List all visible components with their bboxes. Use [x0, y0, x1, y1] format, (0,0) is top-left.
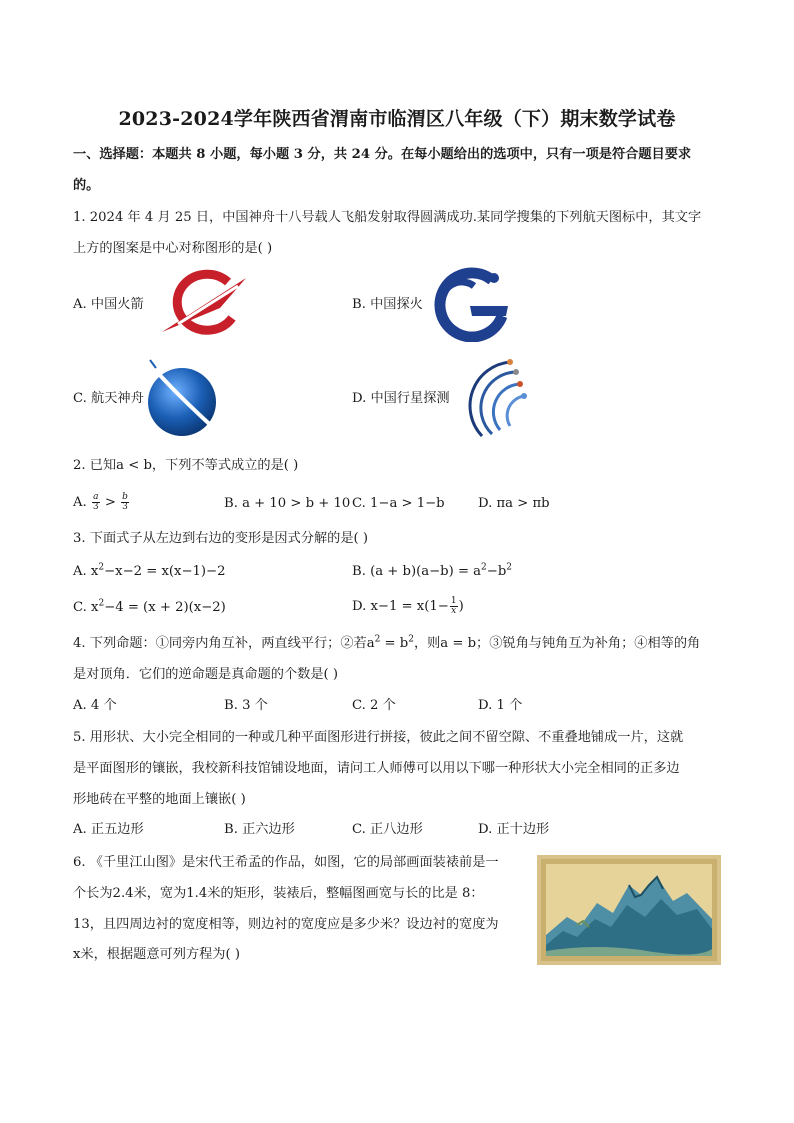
q3-stem: 3. 下面式子从左边到右边的变形是因式分解的是( )	[73, 531, 369, 546]
q5-stem-line3: 形地砖在平整的地面上镶嵌( )	[73, 792, 246, 807]
q6-stem-line3: 13，且四周边衬的宽度相等，则边衬的宽度应是多少米？设边衬的宽度为	[73, 917, 499, 932]
shenzhou-logo-icon	[140, 358, 220, 442]
q3-d-post: )	[458, 599, 464, 614]
q2-stem: 2. 已知a < b，下列不等式成立的是( )	[73, 458, 299, 473]
q2-option-a-prefix: A.	[73, 495, 87, 510]
q3-b-pre: B. (a + b)(a−b) = a	[352, 564, 482, 579]
q3-a-post: −x−2 = x(x−1)−2	[104, 564, 226, 579]
q5-option-d: D. 正十边形	[478, 822, 550, 837]
q1-option-d: D. 中国行星探测	[352, 391, 450, 406]
mars-probe-logo-icon	[422, 266, 514, 342]
q2-option-a	[73, 493, 130, 512]
q6-stem-line1: 6. 《千里江山图》是宋代王希孟的作品，如图，它的局部画面装裱前是一	[73, 855, 499, 870]
q3-option-c	[73, 599, 226, 617]
q4-option-d: D. 1 个	[478, 698, 523, 713]
q2-option-d: D. πa > πb	[478, 496, 550, 511]
q5-stem-line1: 5. 用形状、大小完全相同的一种或几种平面图形进行拼接，彼此之间不留空隙、不重叠地铺成一片，这就	[73, 730, 684, 745]
q2-option-b: B. a + 10 > b + 10	[224, 496, 351, 511]
q1-stem-line2: 上方的图案是中心对称图形的是( )	[73, 241, 273, 256]
q4-stem-line2: 是对顶角．它们的逆命题是真命题的个数是( )	[73, 667, 339, 682]
q4-line1-b: = b	[380, 636, 409, 651]
q6-stem-line2: 个长为2.4米，宽为1.4米的矩形，装裱后，整幅图画宽与长的比是 8：	[73, 886, 484, 901]
q2-fraction-a	[92, 493, 100, 512]
q3-a-pre: A. x	[73, 564, 99, 579]
q3-d-fraction	[450, 597, 458, 616]
section-heading: 一、选择题：本题共 8 小题，每小题 3 分，共 24 分。在每小题给出的选项中，只有一项是符合题目要求	[73, 147, 692, 162]
q2-fraction-b-num: b	[122, 492, 128, 502]
q4-line1-sup2: 2	[408, 634, 414, 645]
q1-option-b: B. 中国探火	[352, 297, 423, 312]
q3-a-sup: 2	[98, 562, 105, 573]
landscape-painting-image	[537, 855, 721, 965]
planet-probe-logo-icon	[452, 356, 532, 442]
q3-c-sup: 2	[98, 598, 105, 609]
q3-b-sup2: 2	[506, 562, 513, 573]
q3-d-den: x	[451, 606, 457, 616]
q2-fraction-b	[121, 493, 129, 512]
q5-option-a: A. 正五边形	[73, 822, 144, 837]
q1-stem-line1: 1. 2024 年 4 月 25 日，中国神舟十八号载人飞船发射取得圆满成功.某同学搜集的下列航天图标中，其文字	[73, 210, 702, 225]
q4-option-a: A. 4 个	[73, 698, 117, 713]
q4-line1-sup1: 2	[374, 634, 381, 645]
q3-d-num: 1	[450, 596, 457, 606]
q4-option-b: B. 3 个	[224, 698, 268, 713]
page-title: 2023-2024学年陕西省渭南市临渭区八年级（下）期末数学试卷	[118, 108, 676, 130]
q5-option-b: B. 正六边形	[224, 822, 295, 837]
q2-fraction-b-den: 3	[122, 502, 128, 512]
q6-stem-line4: x米，根据题意可列方程为( )	[73, 947, 240, 962]
q5-option-c: C. 正八边形	[352, 822, 423, 837]
q2-option-c: C. 1−a > 1−b	[352, 496, 445, 511]
q1-option-a: A. 中国火箭	[73, 297, 144, 312]
rocket-logo-icon	[158, 268, 250, 340]
q4-line1-c: ，则a = b；③锐角与钝角互为补角；④相等的角	[413, 636, 701, 651]
q1-option-c: C. 航天神舟	[73, 391, 144, 406]
q2-fraction-a-num: a	[93, 492, 99, 502]
q3-c-pre: C. x	[73, 600, 99, 615]
q4-line1-a: 4. 下列命题：①同旁内角互补，两直线平行；②若a	[73, 636, 375, 651]
q4-option-c: C. 2 个	[352, 698, 396, 713]
q5-stem-line2: 是平面图形的镶嵌，我校新科技馆铺设地面，请问工人师傅可以用以下哪一种形状大小完全相同的正多边	[73, 761, 680, 776]
q4-stem-line1	[73, 635, 700, 653]
q3-c-post: −4 = (x + 2)(x−2)	[104, 600, 226, 615]
q2-fraction-a-den: 3	[92, 502, 99, 512]
q3-b-mid: −b	[486, 564, 507, 579]
q3-b-sup1: 2	[481, 562, 487, 573]
section-heading-cont: 的。	[73, 178, 100, 193]
q3-option-a	[73, 563, 226, 581]
q3-d-pre: D. x−1 = x(1−	[352, 599, 449, 614]
q3-option-b	[352, 563, 512, 581]
q2-gt-sign: >	[104, 495, 116, 510]
q3-option-d	[352, 597, 464, 616]
